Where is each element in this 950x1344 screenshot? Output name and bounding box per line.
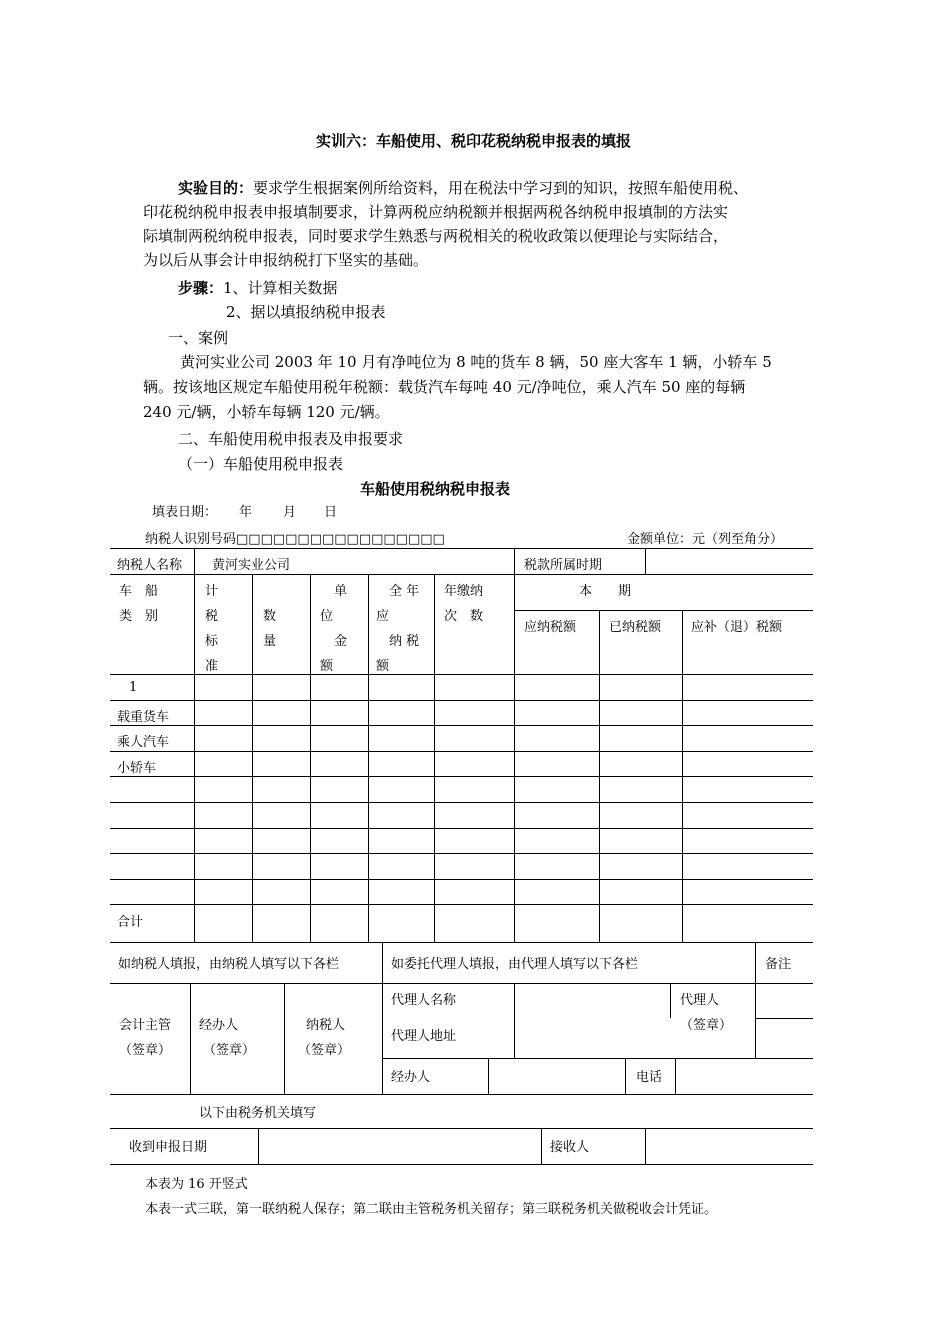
grid-line: [682, 610, 683, 942]
grid-line: [110, 853, 813, 854]
grid-line: [755, 1018, 813, 1019]
grid-line: [110, 1094, 813, 1095]
case-heading: 一、案例: [168, 329, 229, 347]
grid-line: [110, 1164, 813, 1165]
grid-line: [110, 828, 813, 829]
phone-label: 电话: [636, 1070, 663, 1085]
header-tax-paid: 已纳税额: [609, 620, 662, 635]
header-annual-tax-4: 额: [376, 659, 390, 674]
form-title: 车船使用税纳税申报表: [360, 480, 511, 498]
grid-line: [110, 776, 813, 777]
grid-line: [599, 610, 600, 942]
header-tax-payable: 应纳税额: [524, 620, 577, 635]
remarks-label: 备注: [765, 957, 792, 972]
case-line-3: 240 元/辆，小轿车每辆 120 元/辆。: [143, 403, 390, 421]
taxpayer-seal: （签章）: [298, 1043, 351, 1058]
header-tax-standard-4: 准: [205, 659, 219, 674]
purpose-line-4: 为以后从事会计申报纳税打下坚实的基础。: [143, 251, 429, 269]
case-line-1: 黄河实业公司 2003 年 10 月有净吨位为 8 吨的货车 8 辆，50 座大客车 1 辆，小轿车 5: [180, 353, 772, 371]
header-quantity-1: 数: [263, 609, 277, 624]
agent-seal: （签章）: [680, 1018, 733, 1033]
header-unit-amount-2: 位: [320, 609, 334, 624]
receiver-label: 接收人: [550, 1140, 590, 1155]
header-unit-amount-4: 额: [320, 659, 334, 674]
accounting-supervisor-seal: （签章）: [119, 1043, 172, 1058]
header-annual-tax-3: 纳 税: [389, 634, 420, 649]
grid-line: [514, 548, 515, 574]
purpose-paragraph: [178, 176, 748, 200]
page-title: 实训六：车船使用、税印花税纳税申报表的填报: [316, 132, 632, 150]
grid-line: [625, 1058, 626, 1094]
grid-line: [252, 574, 253, 942]
grid-line: [110, 700, 813, 701]
grid-line: [110, 751, 813, 752]
header-quantity-2: 量: [263, 634, 277, 649]
grid-line: [258, 1128, 259, 1164]
grid-line: [541, 1128, 542, 1164]
grid-line: [190, 983, 191, 1094]
tax-office-fill-note: 以下由税务机关填写: [199, 1106, 317, 1121]
accounting-supervisor-label: 会计主管: [119, 1018, 172, 1033]
step-2: 2、据以填报纳税申报表: [226, 303, 386, 321]
table-row-label: 载重货车: [117, 710, 170, 725]
header-current-period: 本 期: [579, 584, 632, 599]
handler-seal: （签章）: [203, 1043, 256, 1058]
header-payment-times-1: 年缴纳: [444, 584, 484, 599]
tax-period-label: 税款所属时期: [524, 558, 603, 573]
fill-date-day: 日: [324, 505, 338, 520]
grid-line: [434, 574, 435, 942]
taxpayer-fill-note: 如纳税人填报，由纳税人填写以下各栏: [118, 957, 340, 972]
header-vehicle-type-1: 车 船: [119, 584, 159, 599]
total-label: 合计: [117, 915, 144, 930]
note-1: 本表为 16 开竖式: [145, 1177, 248, 1192]
grid-line: [645, 1128, 646, 1164]
grid-line: [670, 983, 671, 1018]
agent-address-label: 代理人地址: [391, 1029, 457, 1044]
fill-date-month: 月: [283, 505, 297, 520]
header-annual-tax-2: 应: [376, 609, 390, 624]
grid-line: [514, 610, 813, 611]
table-row-label: 1: [129, 680, 138, 695]
header-unit-amount-3: 金: [334, 634, 348, 649]
grid-line: [110, 574, 813, 575]
steps-label: 步骤：: [178, 279, 224, 297]
taxpayer-name-label: 纳税人名称: [117, 558, 183, 573]
grid-line: [194, 548, 195, 574]
fill-date-label: 填表日期：: [152, 505, 218, 520]
receipt-date-label: 收到申报日期: [129, 1140, 208, 1155]
agent-name-label: 代理人名称: [391, 993, 457, 1008]
header-annual-tax-1: 全 年: [389, 584, 420, 599]
grid-line: [110, 548, 813, 549]
header-unit-amount-1: 单: [334, 584, 348, 599]
grid-line: [110, 802, 813, 803]
section2-heading: 二、车船使用税申报表及申报要求: [178, 430, 404, 448]
header-tax-refund: 应补（退）税额: [691, 620, 783, 635]
grid-line: [675, 1058, 676, 1094]
grid-line: [284, 983, 285, 1094]
header-vehicle-type-2: 类 别: [119, 609, 159, 624]
agent-handler-label: 经办人: [391, 1070, 431, 1085]
grid-line: [110, 674, 813, 675]
grid-line: [382, 942, 383, 1094]
purpose-line-2: 印花税纳税申报表申报填制要求，计算两税应纳税额并根据两税各纳税申报填制的方法实: [143, 203, 729, 221]
purpose-line-1: 要求学生根据案例所给资料，用在税法中学习到的知识，按照车船使用税、: [253, 179, 749, 197]
fill-date-year: 年: [239, 505, 253, 520]
purpose-label: 实验目的：: [178, 179, 254, 197]
grid-line: [514, 983, 515, 1058]
note-2: 本表一式三联，第一联纳税人保存；第二联由主管税务机关留存；第三联税务机关做税收会计凭证。: [145, 1202, 718, 1217]
header-tax-standard-1: 计: [205, 584, 219, 599]
grid-line: [110, 942, 813, 943]
header-tax-standard-2: 税: [205, 609, 219, 624]
agent-fill-note: 如委托代理人填报，由代理人填写以下各栏: [391, 957, 639, 972]
grid-line: [194, 574, 195, 942]
taxpayer-name-value: 黄河实业公司: [212, 558, 291, 573]
grid-line: [110, 904, 813, 905]
grid-line: [368, 574, 369, 942]
amount-unit: 金额单位：元（列至角分）: [627, 532, 784, 547]
header-payment-times-2: 次 数: [444, 609, 484, 624]
grid-line: [110, 725, 813, 726]
steps-line-1: [178, 276, 338, 300]
header-tax-standard-3: 标: [205, 634, 219, 649]
handler-label: 经办人: [199, 1018, 239, 1033]
case-line-2: 辆。按该地区规定车船使用税年税额：载货汽车每吨 40 元/净吨位，乘人汽车 50 座的每辆: [143, 378, 746, 396]
grid-line: [110, 879, 813, 880]
grid-line: [645, 548, 646, 574]
taxpayer-id-label: 纳税人识别号码□□□□□□□□□□□□□□□□□: [145, 532, 445, 547]
table-row-label: 乘人汽车: [117, 735, 170, 750]
purpose-line-3: 际填制两税纳税申报表，同时要求学生熟悉与两税相关的税收政策以便理论与实际结合，: [143, 227, 729, 245]
table-row-label: 小轿车: [117, 761, 157, 776]
section2-sub: （一）车船使用税申报表: [178, 455, 344, 473]
grid-line: [310, 574, 311, 942]
taxpayer-sign-label: 纳税人: [306, 1018, 346, 1033]
grid-line: [110, 1128, 813, 1129]
grid-line: [110, 983, 813, 984]
agent-label: 代理人: [680, 993, 720, 1008]
grid-line: [514, 574, 515, 942]
grid-line: [382, 1058, 813, 1059]
grid-line: [755, 942, 756, 1058]
grid-line: [488, 1058, 489, 1094]
step-1: 1、计算相关数据: [223, 279, 338, 297]
